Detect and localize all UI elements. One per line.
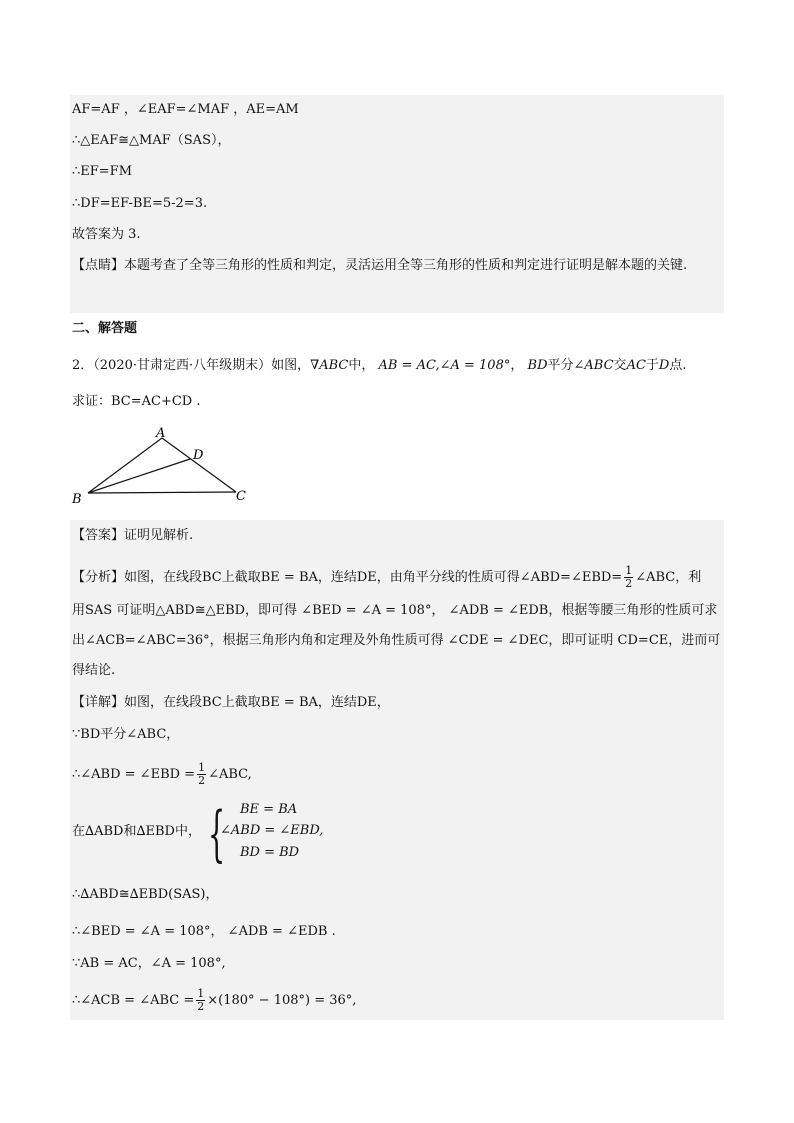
fraction-numerator: 1: [197, 987, 205, 1000]
text: 交: [613, 358, 627, 373]
detail-line-5: ∴∆ABD≅∆EBD(SAS)，: [72, 887, 219, 902]
note-paragraph: 【点睛】本题考查了全等三角形的性质和判定，灵活运用全等三角形的性质和判定进行证明是解本题的关键.: [72, 258, 688, 273]
analysis-line-4: 得结论.: [72, 663, 116, 678]
detail-line-8: [72, 988, 356, 1013]
text-line: ∴△EAF≅△MAF（SAS），: [72, 133, 231, 148]
detail-line-6: ∴∠BED = ∠A = 108°， ∠ADB = ∠EDB .: [72, 924, 336, 939]
text: 于: [645, 358, 659, 373]
fraction-denominator: 2: [198, 774, 206, 787]
detail-line-3: [72, 762, 252, 787]
detail-line-1: 【详解】如图，在线段BC上截取BE = BA，连结DE，: [72, 695, 390, 710]
brace-icon: {: [208, 799, 226, 869]
fraction-numerator: 1: [198, 761, 206, 774]
detail-line-4: 在∆ABD和∆EBD中，: [72, 824, 201, 839]
text: ∠ABC,: [208, 767, 252, 782]
math-bd: BD: [527, 358, 548, 373]
label-c: C: [236, 489, 246, 504]
answer-line: 【答案】证明见解析.: [72, 528, 194, 543]
system-eq-3: BD = BD: [240, 845, 300, 860]
system-eq-2: ∠ABD = ∠EBD,: [220, 823, 324, 838]
text: ∴∠ACB = ∠ABC =: [72, 993, 195, 1008]
text: 中，: [348, 358, 375, 373]
fraction: [196, 988, 205, 1013]
label-a: A: [156, 426, 166, 441]
triangle-symbol: ∇: [310, 358, 320, 373]
text: 点.: [669, 358, 687, 373]
math-condition: AB = AC,∠A = 108°: [378, 358, 511, 373]
analysis-line-3: 出∠ACB=∠ABC=36°，根据三角形内角和定理及外角性质可得 ∠CDE = ∠DEC，即可证明 CD=CE，进而可: [72, 633, 721, 648]
analysis-line-1: [72, 565, 701, 590]
text: ∴∠ABD = ∠EBD =: [72, 767, 196, 782]
fraction-numerator: 1: [625, 564, 633, 577]
label-b: B: [72, 492, 82, 507]
math-d: D: [658, 358, 670, 373]
detail-line-7: ∵AB = AC，∠A = 108°,: [72, 956, 226, 971]
text: 【分析】如图，在线段BC上截取BE = BA，连结DE，由角平分线的性质可得∠ABD=∠EBD=: [72, 570, 623, 585]
text-line: ∴DF=EF-BE=5-2=3.: [72, 196, 208, 211]
fraction: [624, 565, 633, 590]
triangle-figure: [68, 424, 258, 510]
text-line: AF=AF ，∠EAF=∠MAF ，AE=AM: [72, 102, 299, 117]
question-prefix: 2．（2020·甘肃定西·八年级期末）如图，: [72, 358, 311, 373]
math-abc: ABC: [319, 358, 349, 373]
text: ×(180° − 108°) = 36°,: [207, 993, 357, 1008]
math-ac: AC: [626, 358, 646, 373]
text-line: 故答案为 3.: [72, 227, 141, 242]
math-angle-abc: ∠ABC: [573, 358, 614, 373]
text: ∠ABC，利: [635, 570, 702, 585]
text: 平分: [547, 358, 574, 373]
prove-line: 求证：BC=AC+CD .: [72, 394, 201, 409]
fraction-denominator: 2: [197, 1000, 205, 1013]
fraction-denominator: 2: [625, 577, 633, 590]
text: ，: [510, 358, 524, 373]
text-line: ∴EF=FM: [72, 164, 133, 179]
detail-line-2: ∵BD平分∠ABC，: [72, 727, 180, 742]
section-heading: 二、解答题: [72, 321, 138, 336]
question-line: [72, 357, 687, 375]
fraction: [197, 762, 206, 787]
label-d: D: [193, 448, 204, 463]
analysis-line-2: 用SAS 可证明△ABD≅△EBD，即可得 ∠BED = ∠A = 108°， ∠ADB = ∠EDB，根据等腰三角形的性质可求: [72, 603, 718, 618]
system-eq-1: BE = BA: [240, 802, 298, 817]
